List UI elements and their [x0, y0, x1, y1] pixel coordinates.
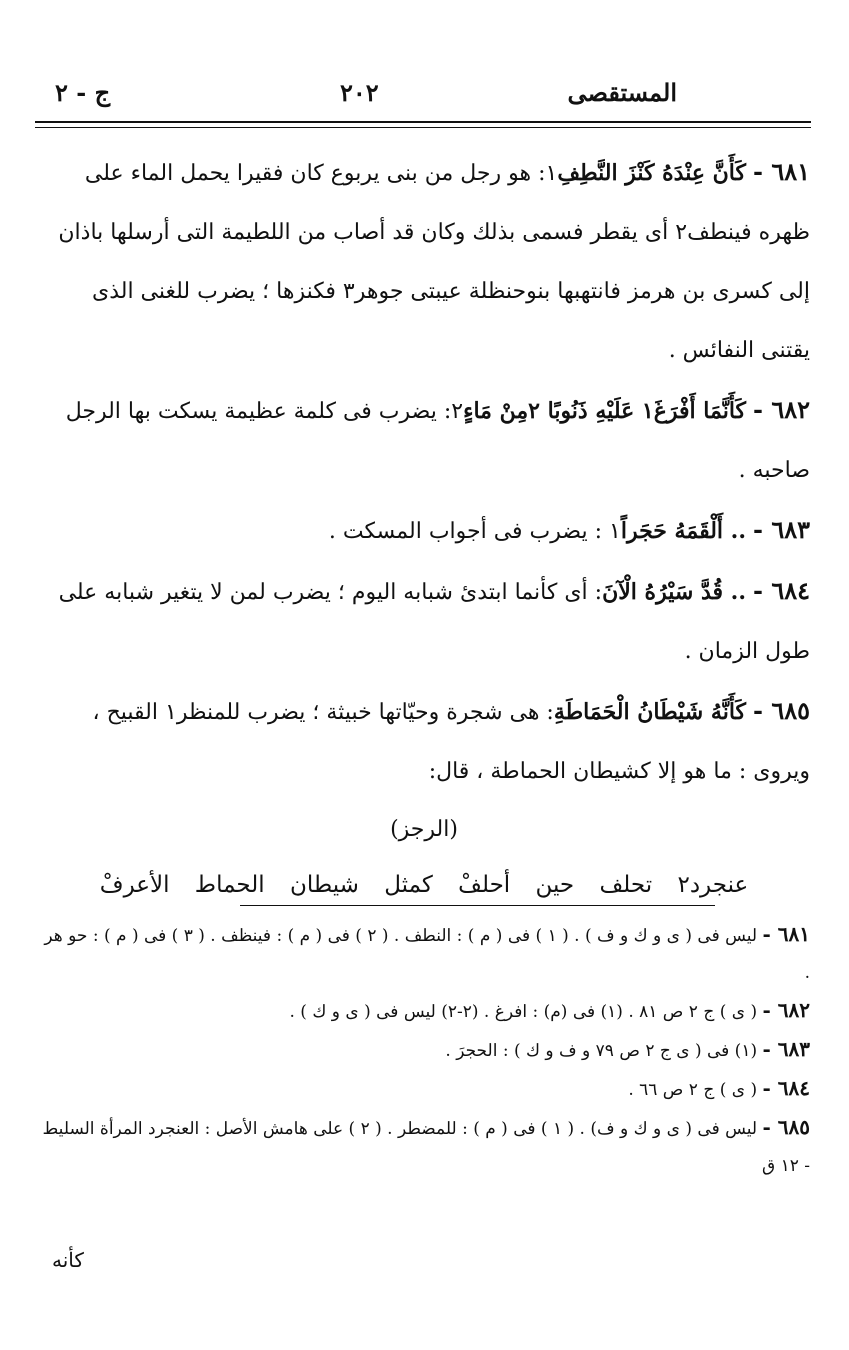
footnote-rule	[240, 905, 715, 906]
footnote-number: ٦٨٣ -	[762, 1037, 810, 1061]
entry-number: ٦٨٥ -	[753, 696, 810, 725]
proverb-phrase: .. قُدَّ سَيْرُهُ الْآنَ	[602, 579, 746, 605]
main-text	[38, 142, 810, 911]
entry-number: ٦٨٢ -	[753, 395, 810, 424]
entry-681	[38, 142, 810, 380]
footnote-683	[38, 1031, 810, 1070]
header-rule	[35, 121, 811, 123]
poetic-meter: (الرجز)	[390, 817, 458, 842]
proverb-phrase: .. أَلْقَمَهُ حَجَراً	[620, 518, 746, 544]
footnote-number: ٦٨٤ -	[762, 1076, 810, 1100]
proverb-phrase: كَأَنَّ عِنْدَهُ كَنْزَ النَّطِفِ	[557, 160, 746, 186]
entry-text: ١: هو رجل من بنى يربوع كان فقيرا يحمل الماء على ظهره فينطف٢ أى يقطر فسمى بذلك وكان قد أصاب من اللطيمة التى أرسلها باذان إلى كسرى بن هرمز فانتهبها بنوحنظلة عيبتى جوهر٣ فكنزها ؛ يضرب للغنى الذى يقتنى النفائس .	[58, 161, 810, 363]
entry-text: : هى شجرة وحيّاتها خبيثة ؛ يضرب للمنظر١ القبيح ، ويروى : ما هو إلا كشيطان الحماطة ، قال:	[92, 700, 810, 784]
footnote-685	[38, 1109, 810, 1185]
footnote-text: ليس فى ( ى و ك و ف ) . ( ١ ) فى ( م ) : النطف . ( ٢ ) فى ( م ) : فينظف . ( ٣ ) فى ( م ) : حو هر .	[44, 926, 810, 983]
catchword: كأنه	[52, 1248, 84, 1272]
footnote-682	[38, 992, 810, 1031]
footnote-681	[38, 916, 810, 992]
entry-683	[38, 500, 810, 561]
entry-text: : أى كأنما ابتدئ شبابه اليوم ؛ يضرب لمن لا يتغير شبابه على طول الزمان .	[58, 580, 810, 664]
entry-685	[38, 681, 810, 801]
book-title: المستقصى	[567, 78, 677, 107]
entry-number: ٦٨١ -	[753, 157, 810, 186]
entry-text: ٢: يضرب فى كلمة عظيمة يسكت بها الرجل صاحبه .	[65, 399, 810, 483]
proverb-phrase: كَأَنَّهُ شَيْطَانُ الْحَمَاطَةِ	[553, 699, 746, 725]
entry-684	[38, 561, 810, 681]
footnote-number: ٦٨١ -	[762, 922, 810, 946]
footnote-text: ( ى ) ج ٢ ص ٦٦ .	[628, 1080, 758, 1100]
footnote-text: (١) فى ( ى ج ٢ ص ٧٩ و ف و ك ) : الحجرَ .	[445, 1041, 758, 1061]
footnotes	[38, 916, 810, 1185]
header-rule-thin	[35, 127, 811, 128]
page-number: ٢٠٢	[340, 78, 379, 107]
proverb-phrase: كَأَنَّمَا أَفْرَغَ١ عَلَيْهِ ذَنُوبًا ٢مِنْ مَاءٍ	[463, 398, 746, 424]
entry-text: ١ : يضرب فى أجواب المسكت .	[328, 519, 621, 544]
part-number: ج - ٢	[55, 78, 111, 107]
footnote-text: ليس فى ( ى و ك و ف) . ( ١ ) فى ( م ) : للمضطر . ( ٢ ) على هامش الأصل : العنجرد المرأة السليط - ١٢ ق	[42, 1119, 810, 1176]
footnote-text: ( ى ) ج ٢ ص ٨١ . (١) فى (م) : افرغ . (٢-٢) ليس فى ( ى و ك ) .	[289, 1002, 758, 1022]
entry-number: ٦٨٣ -	[753, 515, 810, 544]
page-header	[0, 78, 849, 114]
footnote-number: ٦٨٢ -	[762, 998, 810, 1022]
entry-number: ٦٨٤ -	[753, 576, 810, 605]
poetry-verse: عنجرد٢ تحلف حين أحلفْ كمثل شيطان الحماط الأعرفْ	[99, 872, 749, 898]
footnote-number: ٦٨٥ -	[762, 1115, 810, 1139]
entry-682	[38, 380, 810, 500]
footnote-684	[38, 1070, 810, 1109]
